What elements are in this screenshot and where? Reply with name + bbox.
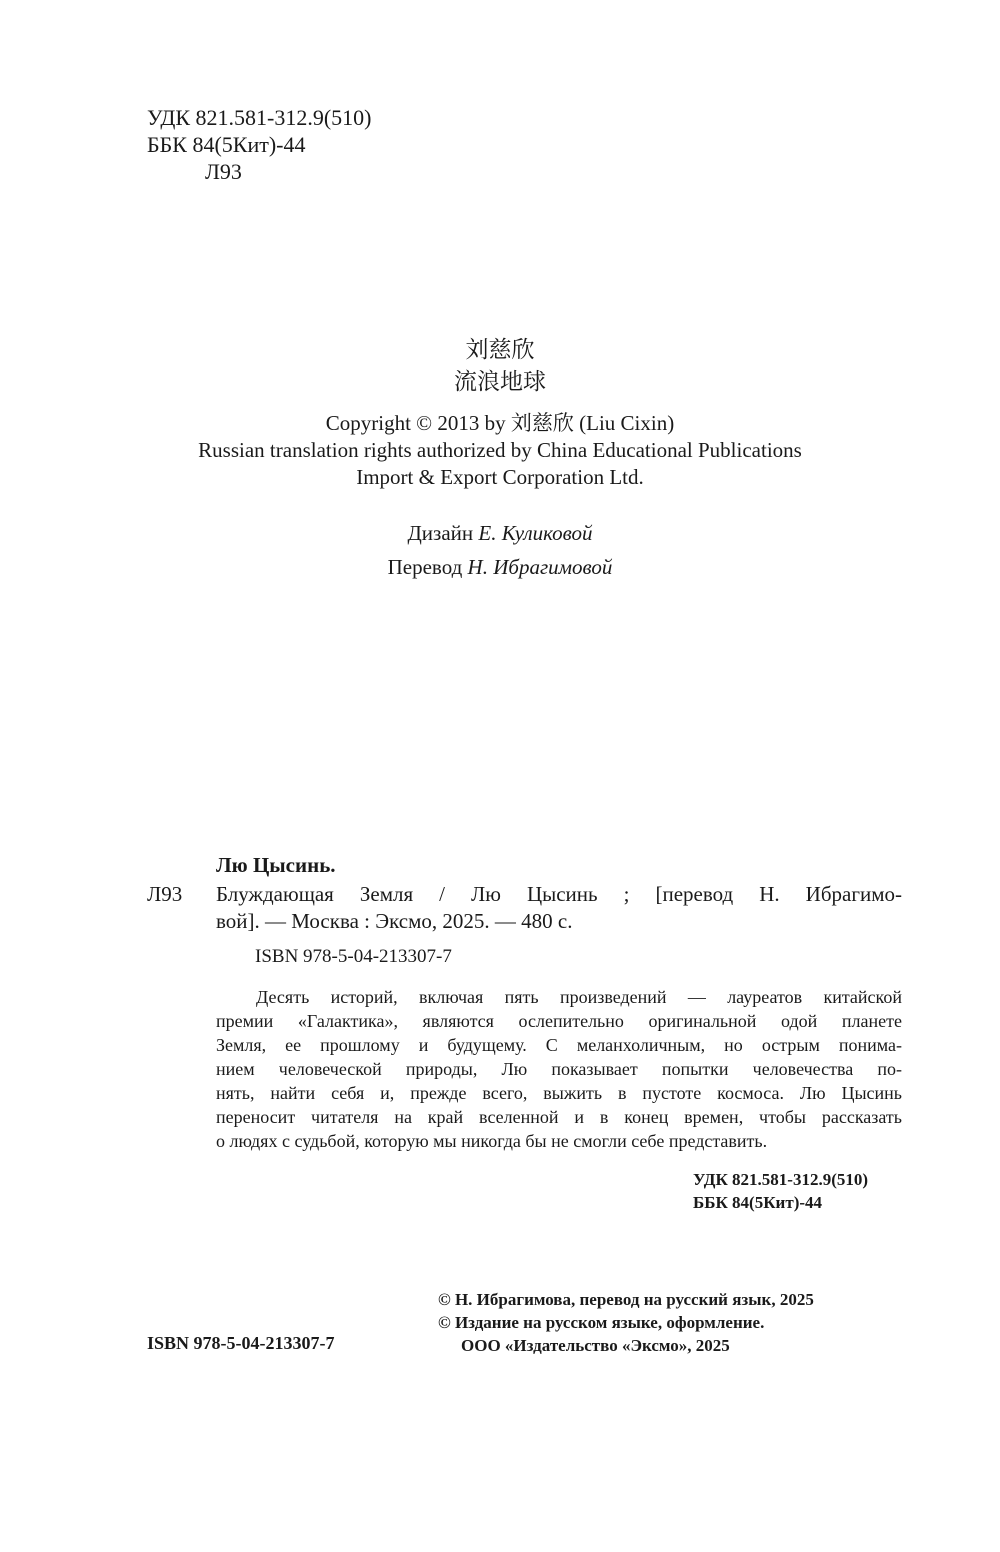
chinese-original-title xyxy=(0,334,1000,398)
annotation xyxy=(216,985,902,1153)
bottom-copyright xyxy=(438,1288,814,1357)
isbn-bottom: ISBN 978-5-04-213307-7 xyxy=(147,1333,335,1353)
biblio-line-1: Блуждающая Земля / Лю Цысинь ; [перевод Н. Ибрагимо- xyxy=(216,882,902,906)
copyright-line-1: Copyright © 2013 by 刘慈欣 (Liu Cixin) xyxy=(325,411,675,435)
biblio-line-2: вой]. — Москва : Эксмо, 2025. — 480 с. xyxy=(216,909,573,933)
biblio-author-mark: Л93 xyxy=(147,882,183,906)
annotation-line: нять, найти себя и, прежде всего, выжить в пустоте космоса. Лю Цысинь xyxy=(216,1083,902,1103)
chinese-author: 刘慈欣 xyxy=(465,337,535,363)
copyright-line-2: Russian translation rights authorized by China Educational Publications xyxy=(198,438,802,462)
bbk-code: ББК 84(5Кит)-44 xyxy=(147,132,306,157)
publisher-copyright: ООО «Издательство «Эксмо», 2025 xyxy=(461,1336,730,1355)
udk-code-right: УДК 821.581-312.9(510) xyxy=(693,1170,869,1189)
translation-copyright: © Н. Ибрагимова, перевод на русский язык, 2025 xyxy=(438,1290,814,1309)
chinese-title: 流浪地球 xyxy=(454,369,546,395)
annotation-line: переносит читателя на край вселенной и в конец времен, чтобы рассказать xyxy=(216,1107,902,1127)
bbk-code-right: ББК 84(5Кит)-44 xyxy=(693,1193,823,1212)
biblio-author: Лю Цысинь. xyxy=(216,853,336,877)
biblio-isbn: ISBN 978-5-04-213307-7 xyxy=(255,946,452,967)
top-classification-codes xyxy=(147,104,372,185)
credits xyxy=(0,516,1000,584)
annotation-line: Земля, ее прошлому и будущему. С меланхоличным, но острым понима- xyxy=(216,1035,902,1055)
biblio-description xyxy=(216,881,902,935)
translation-credit xyxy=(0,550,1000,584)
annotation-line: Десять историй, включая пять произведений — лауреатов китайской xyxy=(256,987,902,1007)
translation-label: Перевод xyxy=(387,555,463,579)
copyright-line-3: Import & Export Corporation Ltd. xyxy=(356,465,644,489)
design-name: Е. Куликовой xyxy=(478,521,593,545)
right-classification-codes xyxy=(693,1168,868,1214)
annotation-line: о людях с судьбой, которую мы никогда бы не смогли себе представить. xyxy=(216,1131,768,1151)
design-credit xyxy=(0,516,1000,550)
translation-name: Н. Ибрагимовой xyxy=(467,555,613,579)
annotation-line: нием человеческой природы, Лю показывает попытки человечества по- xyxy=(216,1059,902,1079)
edition-copyright: © Издание на русском языке, оформление. xyxy=(438,1313,765,1332)
udk-code: УДК 821.581-312.9(510) xyxy=(147,105,372,130)
copyright-notice xyxy=(0,410,1000,491)
annotation-line: премии «Галактика», являются ослепительно оригинальной одой планете xyxy=(216,1011,902,1031)
design-label: Дизайн xyxy=(407,521,474,545)
author-mark: Л93 xyxy=(205,159,242,184)
